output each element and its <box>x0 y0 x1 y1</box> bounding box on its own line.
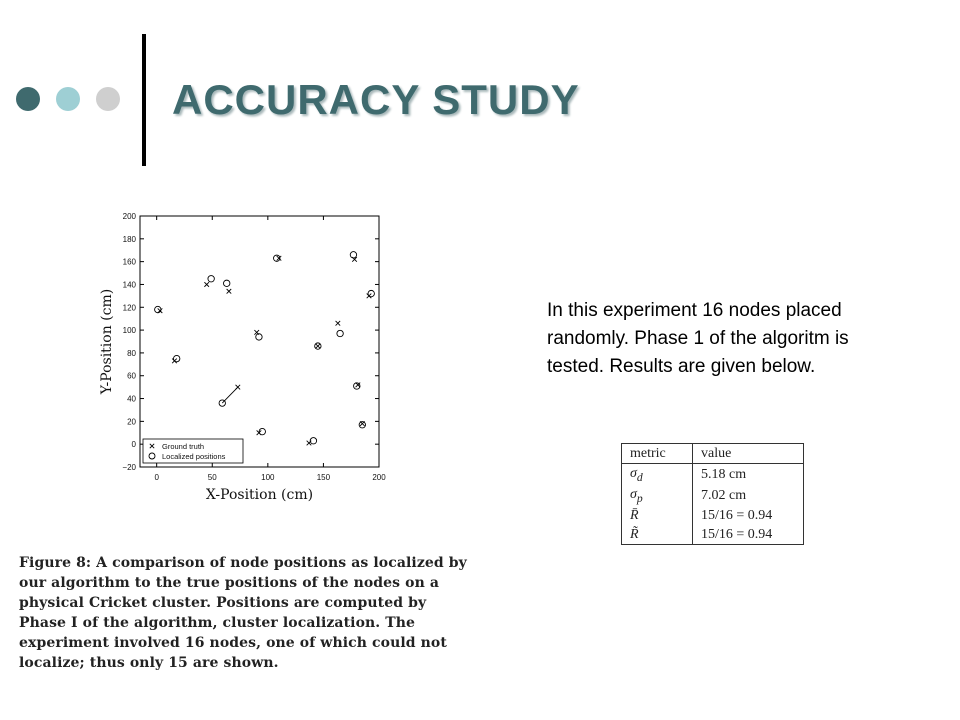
experiment-description: In this experiment 16 nodes placed randomly. Phase 1 of the algoritm is tested. Results are given below. <box>547 300 849 377</box>
localized-point <box>350 252 356 258</box>
table-row <box>622 506 804 525</box>
y-tick-label: 60 <box>127 371 136 381</box>
metric-cell: R̄ <box>622 506 693 525</box>
metrics-header-row <box>622 444 804 464</box>
value-cell: 5.18 cm <box>693 464 804 485</box>
y-tick-label: 0 <box>131 440 136 450</box>
figure-caption: Figure 8: A comparison of node positions as localized by our algorithm to the true positions of the nodes on a physical Cricket cluster. Positions are computed by Phase I of the algorithm, cluster localization. The experiment involved 16 nodes, one of which could not localize; thus only 15 are shown. <box>19 555 467 671</box>
ground-truth-point <box>204 282 209 287</box>
y-tick-label: 100 <box>122 326 136 336</box>
x-tick-label: 200 <box>372 473 386 482</box>
ground-truth-point <box>316 344 321 349</box>
y-tick-label: 120 <box>122 303 136 313</box>
localized-point <box>359 422 365 428</box>
metric-cell: R̃ <box>622 525 693 545</box>
y-tick-label: −20 <box>122 463 136 472</box>
y-tick-label: 140 <box>122 280 136 290</box>
legend-label-localized: Localized positions <box>162 452 226 461</box>
metric-cell: $\sigma_p$ <box>622 485 693 506</box>
y-tick-label: 80 <box>127 348 136 358</box>
legend-label-ground-truth: Ground truth <box>162 442 205 451</box>
metric-cell: $\sigma_d$ <box>622 464 693 485</box>
x-tick-label: 50 <box>207 473 217 482</box>
ground-truth-point <box>227 289 232 294</box>
localized-point <box>208 276 214 282</box>
ground-truth-point <box>277 256 282 261</box>
y-tick-label: 40 <box>127 394 136 404</box>
title-divider <box>142 34 146 166</box>
y-tick-label: 180 <box>122 234 136 244</box>
error-segment <box>222 387 238 403</box>
value-header: value <box>693 444 804 464</box>
y-axis-label: Y-Position (cm) <box>99 288 115 395</box>
x-tick-label: 0 <box>154 473 159 482</box>
x-axis-label: X-Position (cm) <box>205 487 314 503</box>
y-tick-label: 160 <box>122 257 136 267</box>
table-row <box>622 525 804 545</box>
value-cell: 7.02 cm <box>693 485 804 506</box>
scatter-plot <box>95 205 395 505</box>
value-cell: 15/16 = 0.94 <box>693 525 804 545</box>
slide-title: ACCURACY STUDY <box>172 76 580 123</box>
decor-dot-grey <box>96 87 120 111</box>
metrics-table <box>621 443 804 545</box>
localized-point <box>155 306 161 312</box>
table-row <box>622 464 804 485</box>
x-tick-label: 100 <box>261 473 275 482</box>
localized-point <box>337 330 343 336</box>
x-tick-label: 150 <box>316 473 331 482</box>
value-cell: 15/16 = 0.94 <box>693 506 804 525</box>
metric-header: metric <box>622 444 693 464</box>
legend <box>143 439 243 463</box>
table-row <box>622 485 804 506</box>
ground-truth-point <box>336 321 341 326</box>
localized-point <box>224 280 230 286</box>
decor-dot-dark <box>16 87 40 111</box>
y-tick-label: 20 <box>127 417 136 427</box>
decor-dot-teal <box>56 87 80 111</box>
y-tick-label: 200 <box>122 212 136 221</box>
